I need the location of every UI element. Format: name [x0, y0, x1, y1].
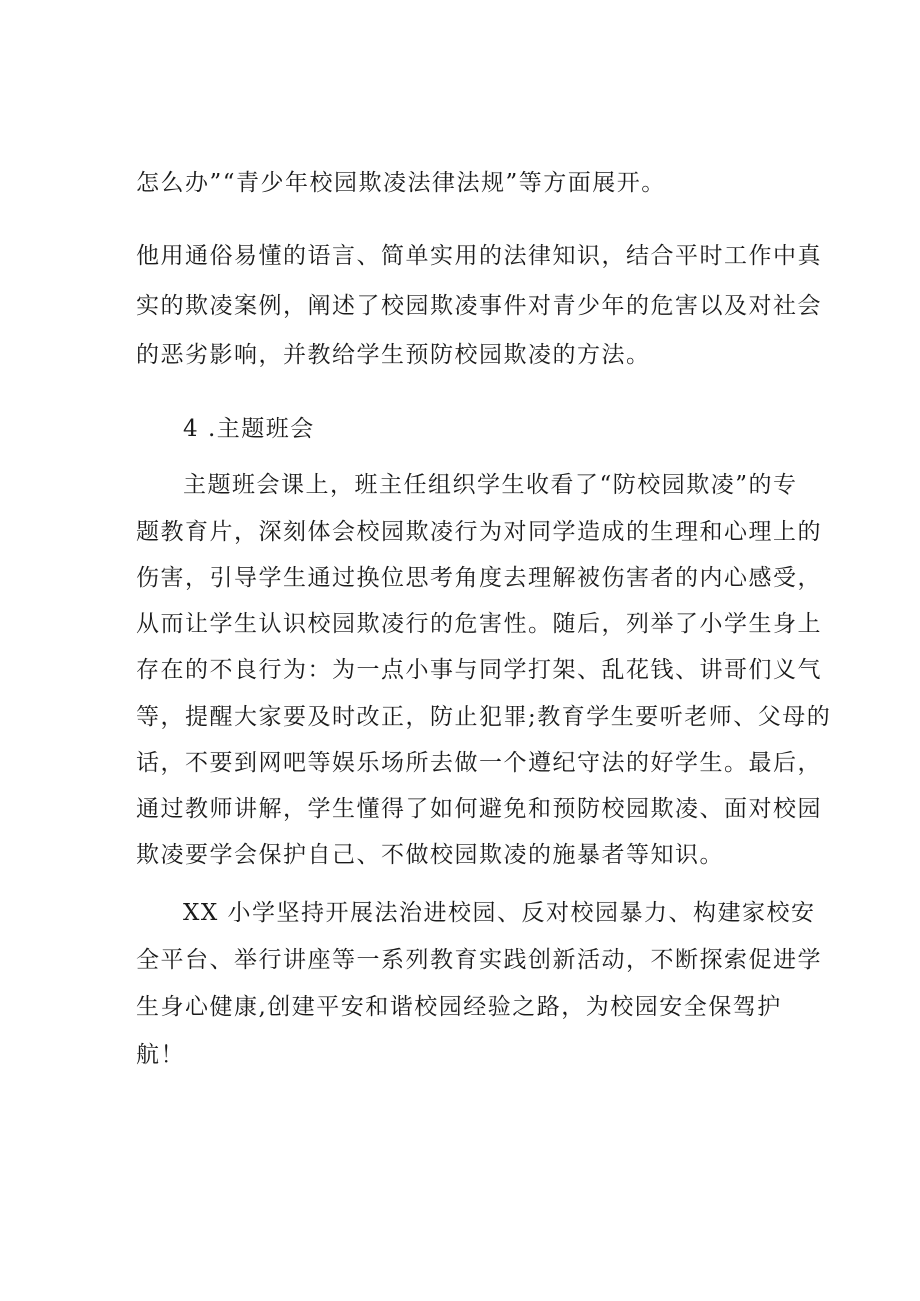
text-line-15: XX 小学坚持开展法治进校园、反对校园暴力、构建家校安: [183, 900, 816, 926]
text-line-12: 话，不要到网吧等娱乐场所去做一个遵纪守法的好学生。最后，: [136, 750, 822, 776]
text-line-8: 伤害，引导学生通过换位思考角度去理解被伤害者的内心感受，: [136, 565, 822, 591]
text-line-9: 从而让学生认识校园欺凌行的危害性。随后，列举了小学生身上: [136, 611, 822, 637]
text-line-3: 实的欺凌案例，阐述了校园欺凌事件对青少年的危害以及对社会: [136, 293, 822, 319]
text-line-2: 他用通俗易懂的语言、简单实用的法律知识，结合平时工作中真: [136, 243, 822, 269]
text-line-6: 主题班会课上，班主任组织学生收看了“防校园欺凌”的专: [183, 472, 798, 498]
text-line-11: 等，提醒大家要及时改正，防止犯罪;教育学生要听老师、父母的: [136, 704, 832, 730]
text-line-16: 全平台、举行讲座等一系列教育实践创新活动，不断探索促进学: [136, 947, 822, 973]
text-line-17: 生身心健康,创建平安和谐校园经验之路，为校园安全保驾护: [136, 994, 782, 1020]
text-line-1: 怎么办”“青少年校园欺凌法律法规”等方面展开。: [136, 170, 666, 196]
text-line-13: 通过教师讲解，学生懂得了如何避免和预防校园欺凌、面对校园: [136, 796, 822, 822]
text-line-10: 存在的不良行为：为一点小事与同学打架、乱花钱、讲哥们义气: [136, 657, 822, 683]
text-line-7: 题教育片，深刻体会校园欺凌行为对同学造成的生理和心理上的: [136, 519, 822, 545]
text-line-4: 的恶劣影响，并教给学生预防校园欺凌的方法。: [136, 342, 651, 368]
text-line-14: 欺凌要学会保护自己、不做校园欺凌的施暴者等知识。: [136, 842, 724, 868]
section-heading: 4 .主题班会: [183, 416, 315, 442]
text-line-18: 航！: [136, 1042, 185, 1068]
